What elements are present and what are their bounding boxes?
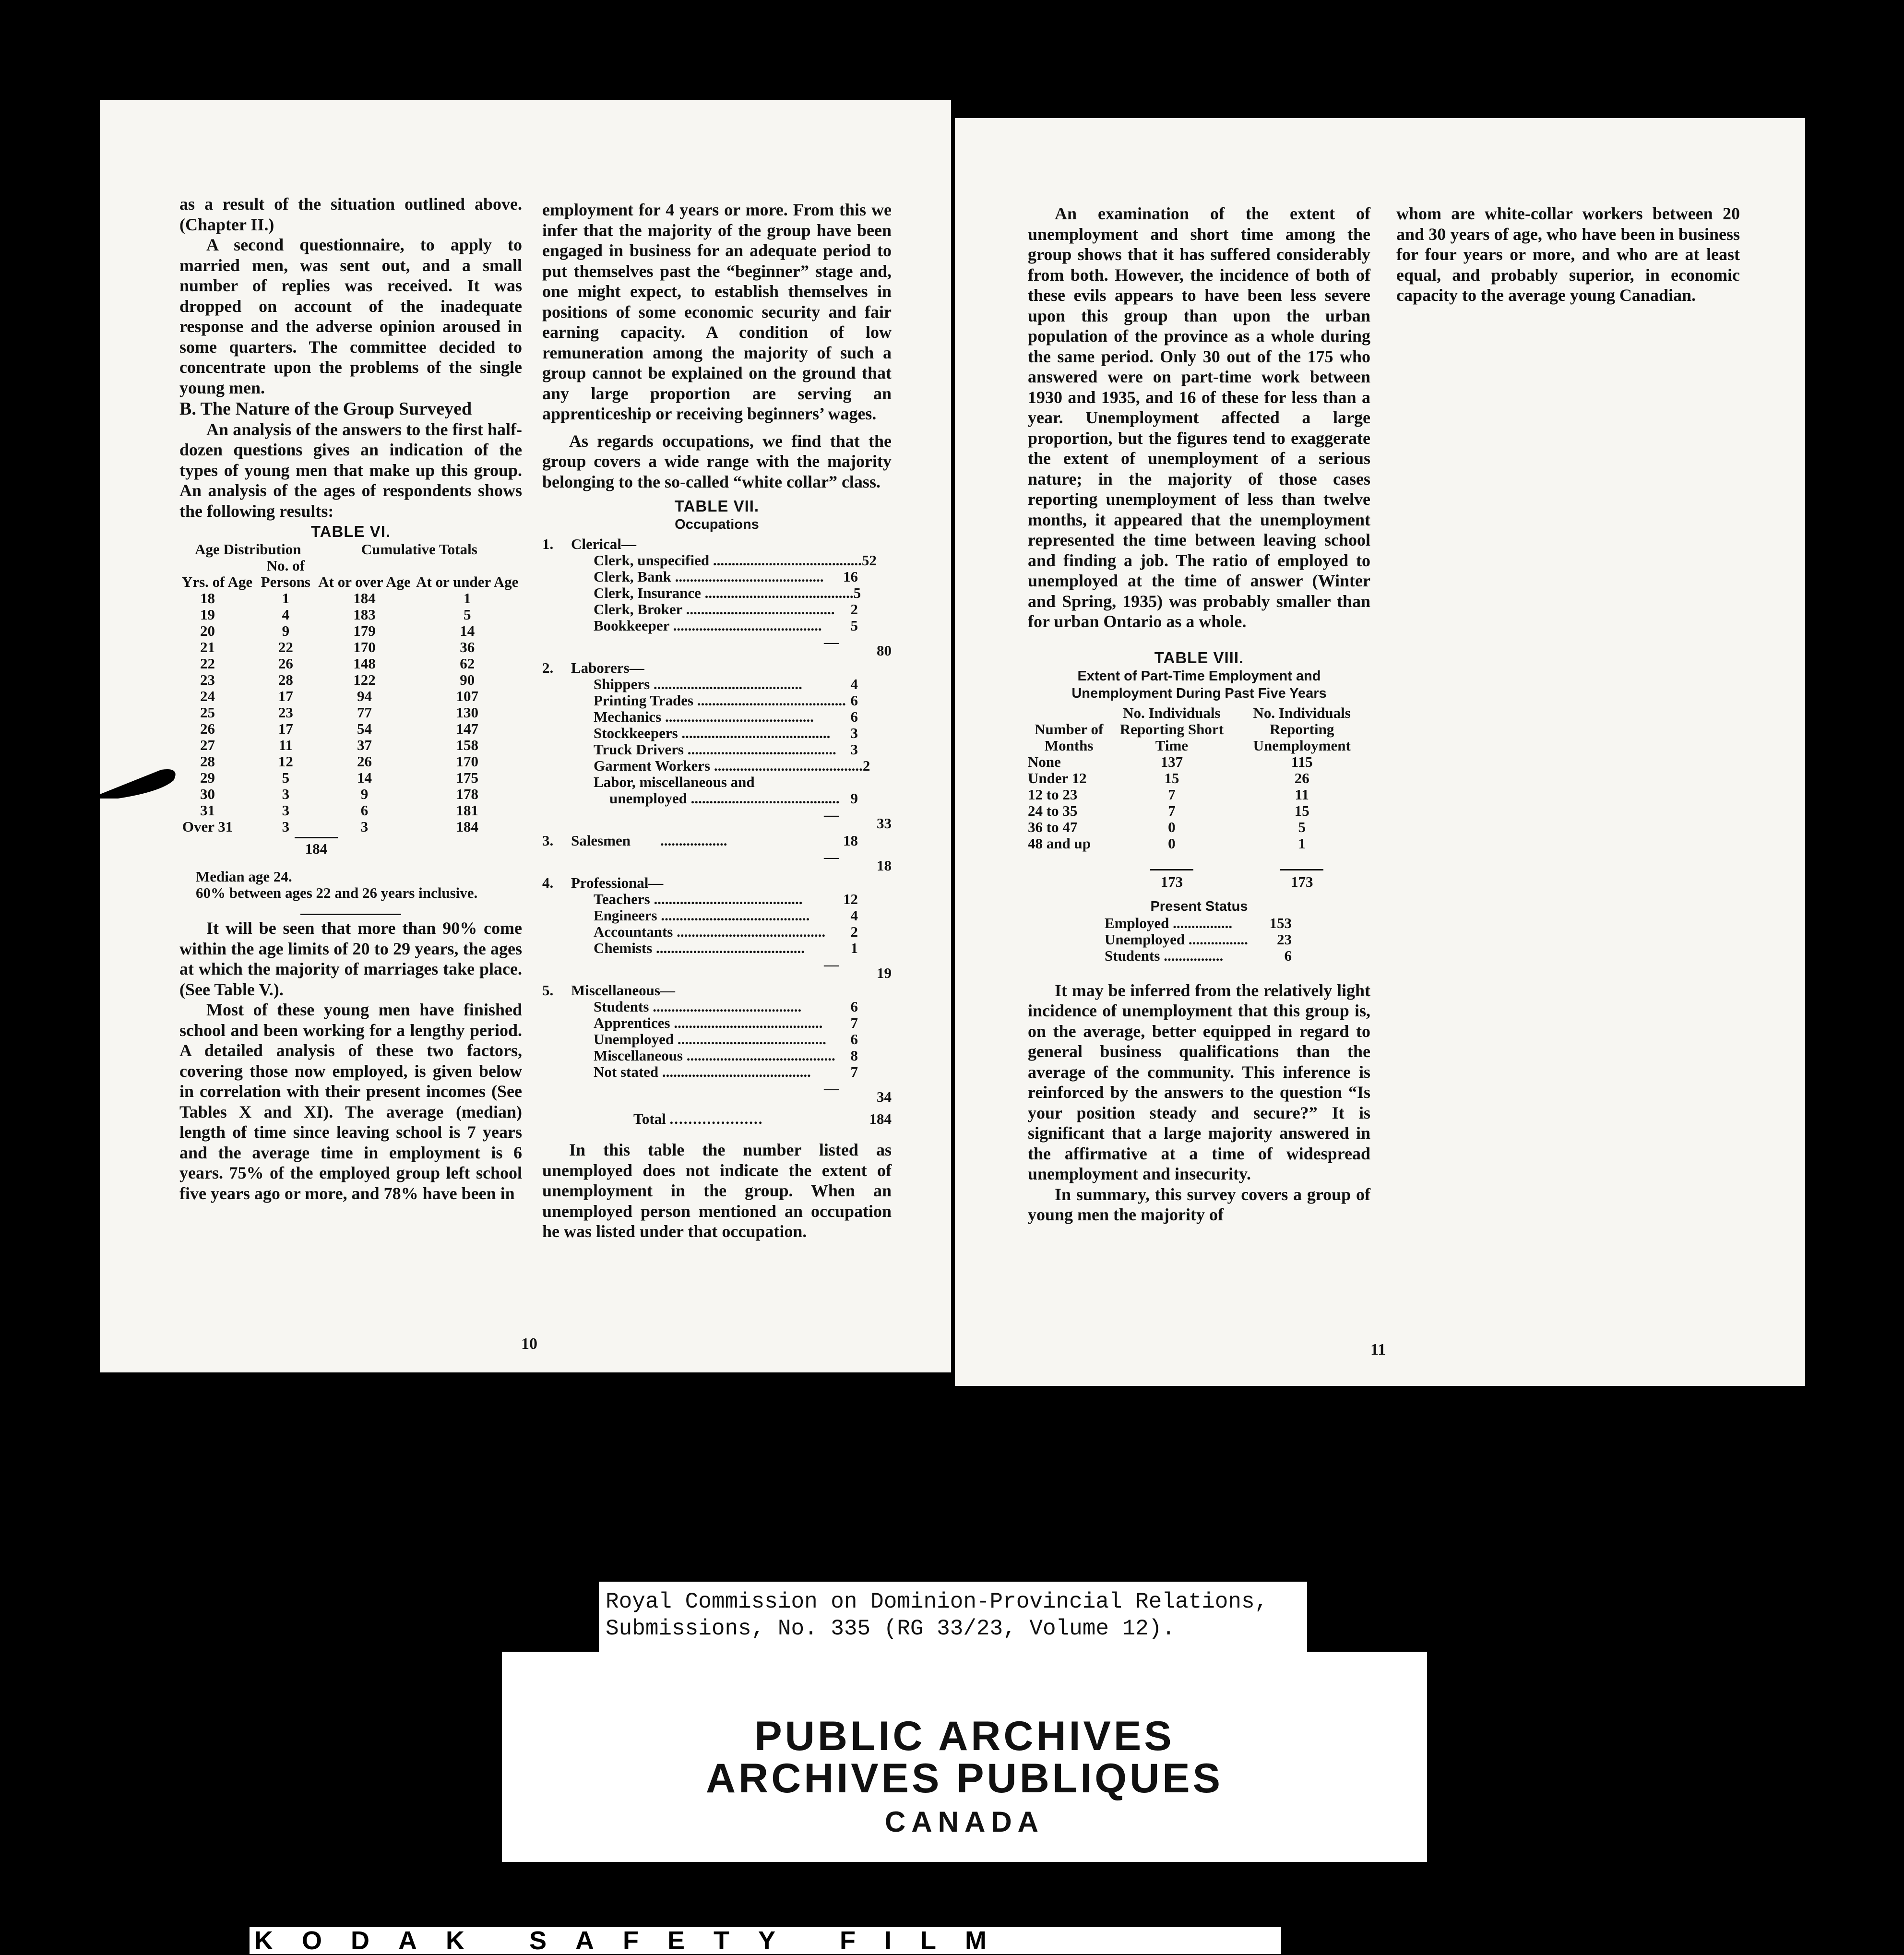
table-title: TABLE VIII.	[1154, 648, 1244, 667]
citation-line: Submissions, No. 335 (RG 33/23, Volume 12).	[606, 1616, 1175, 1641]
archive-citation-label	[599, 1582, 1307, 1653]
status-row: Employed ................ 153	[1105, 914, 1292, 931]
table-cell: 23	[278, 704, 293, 721]
occupation-label: Teachers	[594, 891, 650, 907]
occupation-label: Shippers	[594, 676, 650, 692]
table-row	[179, 672, 522, 688]
occupation-value: 3	[850, 725, 858, 741]
occupation-label: Apprentices	[594, 1014, 670, 1031]
table-cell: 17	[278, 688, 293, 704]
occupation-label: Mechanics	[594, 708, 662, 725]
table-row	[179, 607, 522, 623]
occupation-value: 7	[850, 1063, 858, 1080]
occupation-value: 8	[850, 1047, 858, 1064]
table-row	[1028, 787, 1370, 803]
table-title: TABLE VII.	[674, 497, 760, 515]
table-column-header: Number of Months	[1035, 720, 1104, 754]
table-cell: 1	[1298, 834, 1306, 852]
table-cell: Under 12	[1028, 769, 1087, 787]
table-total: 184	[305, 840, 328, 857]
table-cell: None	[1028, 753, 1061, 770]
status-value: 23	[1277, 930, 1292, 948]
table-cell: 28	[200, 753, 215, 770]
occupation-item: Printing Trades ........................................ 6	[594, 692, 858, 709]
table-cell: 54	[357, 720, 372, 737]
table-cell: 181	[456, 802, 478, 819]
table-total-row: Total .................... 184	[633, 1110, 892, 1127]
table-cell: Over 31	[182, 818, 233, 835]
table-row	[179, 688, 522, 704]
occupation-item: Engineers ........................................ 4	[594, 907, 858, 924]
occupation-item: Chemists ........................................ 1	[594, 940, 858, 956]
occupation-item: Not stated ........................................ 7	[594, 1063, 858, 1080]
table-cell: 17	[278, 720, 293, 737]
table-cell: 175	[456, 769, 478, 786]
occupation-item: Unemployed ........................................ 6	[594, 1031, 858, 1048]
table-cell: 30	[200, 786, 215, 802]
occupation-category: 1. Clerical— Clerk, unspecified ........................................ 52 Clerk, Bank ........................................ 16 Clerk, Insurance ........................................ 5 Clerk, Broker ........................................ 2 Bookkeeper ........................................ 5 — 80	[542, 536, 892, 659]
table-cell: 15	[1164, 769, 1179, 787]
occupation-item: Apprentices ........................................ 7	[594, 1014, 858, 1031]
table-cell: 36	[460, 639, 475, 656]
table-row	[1028, 835, 1370, 852]
table-cell: 26	[200, 720, 215, 737]
occupation-label: Chemists	[594, 940, 653, 956]
occupation-item: Students ........................................ 6	[594, 998, 858, 1015]
occupation-label: unemployed	[609, 790, 687, 807]
occupation-item: Stockkeepers ........................................ 3	[594, 725, 858, 741]
table-cell: 31	[200, 802, 215, 819]
page-number: 11	[1370, 1341, 1386, 1359]
category-number: 3.	[542, 832, 554, 849]
table-cell: 183	[353, 606, 376, 623]
occupation-item: unemployed ........................................ 9	[609, 790, 858, 807]
stamp-line: ARCHIVES PUBLIQUES	[705, 1755, 1224, 1801]
table-row	[1028, 770, 1370, 787]
table-cell: 3	[282, 818, 290, 835]
table-cell: 0	[1168, 834, 1176, 852]
category-name: Clerical—	[571, 536, 637, 552]
table-cell: 147	[456, 720, 478, 737]
paragraph: In summary, this survey covers a group of young men the majority of	[1028, 1184, 1370, 1224]
category-name: Laborers—	[571, 659, 644, 676]
table-cell: 26	[357, 753, 372, 770]
table-cell: 0	[1168, 818, 1176, 835]
table-cell: 14	[460, 622, 475, 639]
occupation-label: Clerk, unspecified	[594, 552, 710, 569]
table-vi	[179, 522, 522, 901]
occupation-label: Bookkeeper	[594, 617, 669, 634]
table-subtitle: Extent of Part-Time Employment and Unemployment During Past Five Years	[1071, 668, 1327, 701]
status-label: Students	[1105, 947, 1160, 964]
occupation-item: Mechanics ........................................ 6	[594, 708, 858, 725]
occupation-value: 6	[850, 998, 858, 1015]
table-cell: 12	[278, 753, 293, 770]
table-cell: 4	[282, 606, 290, 623]
range-note: 60% between ages 22 and 26 years inclusive.	[196, 884, 478, 901]
occupation-value: 5	[850, 617, 858, 634]
table-cell: 26	[1294, 769, 1309, 787]
occupation-label: Not stated	[594, 1063, 659, 1080]
table-row	[179, 802, 522, 819]
paragraph: as a result of the situation outlined above. (Chapter II.)	[179, 194, 522, 234]
table-cell: 77	[357, 704, 372, 721]
category-subtotal: 19	[877, 965, 892, 981]
part-time-employment-table	[1028, 705, 1370, 890]
occupation-label: Printing Trades	[594, 692, 694, 709]
table-cell: 9	[360, 786, 369, 802]
table-cell: 26	[278, 655, 293, 672]
category-name: Salesmen	[571, 832, 631, 849]
table-cell: 7	[1168, 802, 1176, 819]
table-cell: 184	[456, 818, 478, 835]
paragraph: It will be seen that more than 90% come within the age limits of 20 to 29 years, the ages at which the majority of marriages take place. (See Table V.).	[179, 918, 522, 999]
occupation-item: Teachers ........................................ 12	[594, 891, 858, 907]
occupation-item: Garment Workers ........................................ 2	[594, 757, 870, 774]
category-number: 1.	[542, 536, 554, 552]
paragraph: As regards occupations, we find that the group covers a wide range with the majority belonging to the so-called “white collar” class.	[542, 431, 892, 491]
occupation-item: Shippers ........................................ 4	[594, 676, 858, 692]
page-number: 10	[521, 1335, 537, 1353]
table-cell: 5	[464, 606, 471, 623]
table-row	[179, 753, 522, 770]
table-cell: 48 and up	[1028, 834, 1091, 852]
left-page-column-1	[179, 194, 522, 1204]
category-value: 18	[843, 832, 858, 849]
table-row	[1028, 819, 1370, 835]
table-total: 173	[1160, 873, 1183, 890]
paragraph: An analysis of the answers to the first half-dozen questions gives an indication of the types of young men that make up this group. An analysis of the ages of respondents shows the following results:	[179, 419, 522, 521]
table-group-header: Cumulative Totals	[361, 541, 477, 558]
table-row	[179, 623, 522, 639]
occupation-value: 16	[843, 568, 858, 585]
table-cell: 37	[357, 737, 372, 753]
right-page	[955, 118, 1805, 1386]
occupation-value: 4	[850, 907, 858, 924]
table-row	[179, 819, 522, 835]
occupation-category: 4. Professional— Teachers ........................................ 12 Engineers ........................................ 4 Accountants ........................................ 2 Chemists ........................................ 1 — 19	[542, 874, 892, 981]
table-cell: 5	[282, 769, 290, 786]
occupation-category: 2. Laborers— Shippers ........................................ 4 Printing Trades ........................................ 6 Mechanics ........................................ 6 Stockkeepers ........................................ 3 Truck Drivers ........................................ 3 Garment Workers ........................................ 2 Labor, miscellaneous and unemployed ........................................ 9 — 33	[542, 659, 892, 832]
occupation-value: 7	[850, 1014, 858, 1031]
table-cell: 22	[278, 639, 293, 656]
table-row	[179, 737, 522, 753]
category-subtotal: 80	[877, 642, 892, 659]
paragraph: It may be inferred from the relatively light incidence of unemployment that this group is, on the average, better equipped in regard to general business qualifications than the average of the community. This inference is reinforced by the answers to the question “Is your position steady and secure?” It is significant that a large majority answered in the affirmative at a time of widespread unemployment and insecurity.	[1028, 980, 1370, 1183]
table-total: 173	[1290, 873, 1313, 890]
occupation-value	[824, 774, 858, 790]
stamp-line: CANADA	[885, 1806, 1044, 1838]
table-subtitle: Occupations	[675, 517, 759, 532]
table-row	[179, 590, 522, 607]
occupation-label: Students	[594, 998, 649, 1015]
table-cell: 25	[200, 704, 215, 721]
category-subtotal: 18	[877, 857, 892, 874]
left-page	[100, 100, 951, 1372]
occupation-category: 3. Salesmen .................. 18 — 18	[542, 832, 892, 874]
occupation-label: Clerk, Insurance	[594, 584, 701, 601]
occupation-item	[542, 774, 892, 790]
table-vii	[542, 497, 892, 1127]
status-label: Employed	[1105, 914, 1169, 931]
table-cell: 137	[1160, 753, 1183, 770]
occupation-item: Clerk, unspecified ........................................ 52	[594, 552, 877, 569]
table-cell: 9	[282, 622, 290, 639]
table-cell: 19	[200, 606, 215, 623]
table-cell: 170	[456, 753, 478, 770]
table-cell: 23	[200, 671, 215, 688]
occupation-label: Truck Drivers	[594, 741, 684, 758]
table-cell: 6	[360, 802, 369, 819]
stamp-line: PUBLIC ARCHIVES	[754, 1713, 1175, 1759]
occupation-value: 5	[853, 584, 861, 601]
table-column-header: No. Individuals Reporting Unemployment	[1253, 704, 1351, 754]
paragraph: whom are white-collar workers between 20 and 30 years of age, who have been in business for four years or more, and who are at least equal, and probably superior, in economic capacity to the average young Canadian.	[1396, 204, 1740, 305]
occupation-label: Unemployed	[594, 1031, 674, 1048]
table-cell: 158	[456, 737, 478, 753]
total-value: 184	[869, 1110, 892, 1127]
table-cell: 178	[456, 786, 478, 802]
table-column-header: No. Individuals Reporting Short Time	[1119, 704, 1224, 754]
right-page-column-2	[1396, 203, 1740, 306]
table-cell: 12 to 23	[1028, 786, 1078, 803]
present-status-heading: Present Status	[1150, 898, 1248, 914]
status-value: 153	[1269, 914, 1292, 931]
section-heading: B. The Nature of the Group Surveyed	[179, 399, 472, 419]
occupation-value: 3	[850, 741, 858, 758]
table-cell: 11	[1295, 786, 1309, 803]
present-status-list	[1028, 915, 1292, 964]
status-value: 6	[1284, 947, 1292, 964]
citation-line: Royal Commission on Dominion-Provincial Relations,	[606, 1589, 1268, 1614]
occupation-value: 4	[850, 676, 858, 692]
table-cell: 3	[282, 802, 290, 819]
right-page-column-1	[1028, 203, 1370, 1225]
table-cell: 122	[353, 671, 376, 688]
table-row	[179, 704, 522, 721]
occupation-label: Accountants	[594, 923, 673, 940]
table-column-header: At or over Age	[318, 573, 411, 590]
paragraph: employment for 4 years or more. From this we infer that the majority of the group have been engaged in business for an adequate period to put themselves past the “beginner” stage and, one might expect, to establish themselves in positions of some economic security and fair earning capacity. A condition of low remuneration among the majority of such a group cannot be explained on the ground that any large proportion are serving an apprenticeship or receiving beginners’ wages.	[542, 200, 892, 423]
occupation-value: 52	[861, 552, 877, 569]
table-row	[179, 721, 522, 737]
occupation-value: 1	[850, 940, 858, 956]
table-cell: 11	[278, 737, 293, 753]
table-cell: 5	[1298, 818, 1306, 835]
occupation-value: 6	[850, 1031, 858, 1048]
occupation-value: 2	[850, 923, 858, 940]
occupation-label: Engineers	[594, 907, 657, 924]
film-edge-marking: KODAK SAFETY FILM	[250, 1927, 1281, 1954]
table-cell: 130	[456, 704, 478, 721]
table-cell: 21	[200, 639, 215, 656]
category-subtotal: 33	[877, 815, 892, 832]
table-cell: 1	[464, 590, 471, 607]
occupation-item: Clerk, Bank ........................................ 16	[594, 568, 858, 585]
occupation-item: Clerk, Insurance ........................................ 5	[594, 584, 861, 601]
table-cell: 24	[200, 688, 215, 704]
status-label: Unemployed	[1105, 930, 1185, 948]
table-cell: 94	[357, 688, 372, 704]
table-column-header: No. of Persons	[261, 557, 310, 590]
table-cell: 184	[353, 590, 376, 607]
occupation-item: Miscellaneous ........................................ 8	[594, 1047, 858, 1064]
status-row: Unemployed ................ 23	[1105, 930, 1292, 948]
occupation-value: 2	[850, 601, 858, 618]
category-name: Miscellaneous—	[571, 982, 675, 999]
occupation-item: Accountants ........................................ 2	[594, 923, 858, 940]
table-row	[179, 786, 522, 802]
table-cell: 14	[357, 769, 372, 786]
total-label: Total	[633, 1110, 666, 1127]
table-cell: 36 to 47	[1028, 818, 1078, 835]
occupation-label: Labor, miscellaneous and	[594, 774, 755, 790]
table-cell: 27	[200, 737, 215, 753]
occupation-item: Truck Drivers ........................................ 3	[594, 741, 858, 758]
table-column-header: Yrs. of Age	[181, 573, 253, 590]
page-tab-pointer	[89, 767, 180, 805]
table-cell: 15	[1294, 802, 1309, 819]
table-cell: 170	[353, 639, 376, 656]
table-row	[179, 656, 522, 672]
category-number: 5.	[542, 982, 554, 999]
table-cell: 20	[200, 622, 215, 639]
table-cell: 179	[353, 622, 376, 639]
paragraph: In this table the number listed as unemployed does not indicate the extent of unemployment in the group. When an unemployed person mentioned an occupation he was listed under that occupation.	[542, 1140, 892, 1241]
table-cell: 24 to 35	[1028, 802, 1078, 819]
public-archives-stamp	[502, 1652, 1427, 1862]
occupation-value: 6	[850, 708, 858, 725]
table-cell: 62	[460, 655, 475, 672]
table-title: TABLE VI.	[310, 523, 391, 540]
occupation-value: 2	[862, 757, 870, 774]
category-subtotal: 34	[877, 1088, 892, 1105]
table-cell: 22	[200, 655, 215, 672]
table-cell: 18	[200, 590, 215, 607]
category-number: 4.	[542, 874, 554, 891]
table-row	[1028, 803, 1370, 819]
table-row	[1028, 754, 1370, 770]
table-cell: 1	[282, 590, 290, 607]
paragraph: An examination of the extent of unemployment and short time among the group shows that it has suffered considerably from both. However, the incidence of both of these evils appears to have been less severe upon this group than upon the urban population of the province as a whole during the same period. Only 30 out of the 175 who answered were on part-time work between 1930 and 1935, and 16 of these for less than a year. Unemployment affected a large proportion, but the figures tend to exaggerate the extent of unemployment of a serious nature; in the majority of those cases reporting unemployment of less than twelve months, it appeared that the unemployment represented the time between leaving school and finding a job. The ratio of employed to unemployed at the time of answer (Winter and Spring, 1935) was probably smaller than for urban Ontario as a whole.	[1028, 204, 1370, 631]
occupation-value: 9	[850, 790, 858, 807]
paragraph: Most of these young men have finished school and been working for a lengthy period. A detailed analysis of these two factors, covering those now employed, is given below in correlation with their present incomes (See Tables X and XI). The average (median) length of time since leaving school is 7 years and the average time in employment is 6 years. 75% of the employed group left school five years ago or more, and 78% have been in	[179, 1000, 522, 1203]
table-viii	[1028, 648, 1370, 964]
occupation-label: Garment Workers	[594, 757, 711, 774]
table-cell: 107	[456, 688, 478, 704]
occupation-label: Miscellaneous	[594, 1047, 683, 1064]
category-number: 2.	[542, 659, 554, 676]
age-distribution-table	[179, 541, 522, 835]
left-page-column-2	[542, 200, 892, 1242]
table-cell: 115	[1291, 753, 1313, 770]
separator-rule	[300, 914, 401, 915]
occupation-item: Bookkeeper ........................................ 5	[594, 617, 858, 634]
occupation-item: Clerk, Broker ........................................ 2	[594, 601, 858, 618]
table-cell: 148	[353, 655, 376, 672]
table-column-header: At or under Age	[416, 573, 519, 590]
occupations-list	[542, 536, 892, 1105]
table-cell: 7	[1168, 786, 1176, 803]
table-row	[179, 770, 522, 786]
table-row	[179, 639, 522, 656]
table-cell: 3	[282, 786, 290, 802]
category-name: Professional—	[571, 874, 664, 891]
table-cell: 90	[460, 671, 475, 688]
status-row: Students ................ 6	[1105, 947, 1292, 964]
occupation-category: 5. Miscellaneous— Students ........................................ 6 Apprentices ........................................ 7 Unemployed ........................................ 6 Miscellaneous ........................................ 8 Not stated ........................................ 7 — 34	[542, 982, 892, 1105]
table-group-header: Age Distribution	[195, 541, 301, 558]
median-note: Median age 24.	[196, 868, 292, 885]
table-cell: 28	[278, 671, 293, 688]
total-rule	[295, 837, 338, 838]
occupation-label: Stockkeepers	[594, 725, 678, 741]
occupation-label: Clerk, Broker	[594, 601, 682, 618]
table-cell: 3	[360, 818, 369, 835]
paragraph: A second questionnaire, to apply to married men, was sent out, and a small number of replies was received. It was dropped on account of the inadequate response and the adverse opinion aroused in some quarters. The committee decided to concentrate upon the problems of the single young men.	[179, 235, 522, 397]
occupation-value: 12	[843, 891, 858, 907]
occupation-label: Clerk, Bank	[594, 568, 671, 585]
table-cell: 29	[200, 769, 215, 786]
occupation-value: 6	[850, 692, 858, 709]
